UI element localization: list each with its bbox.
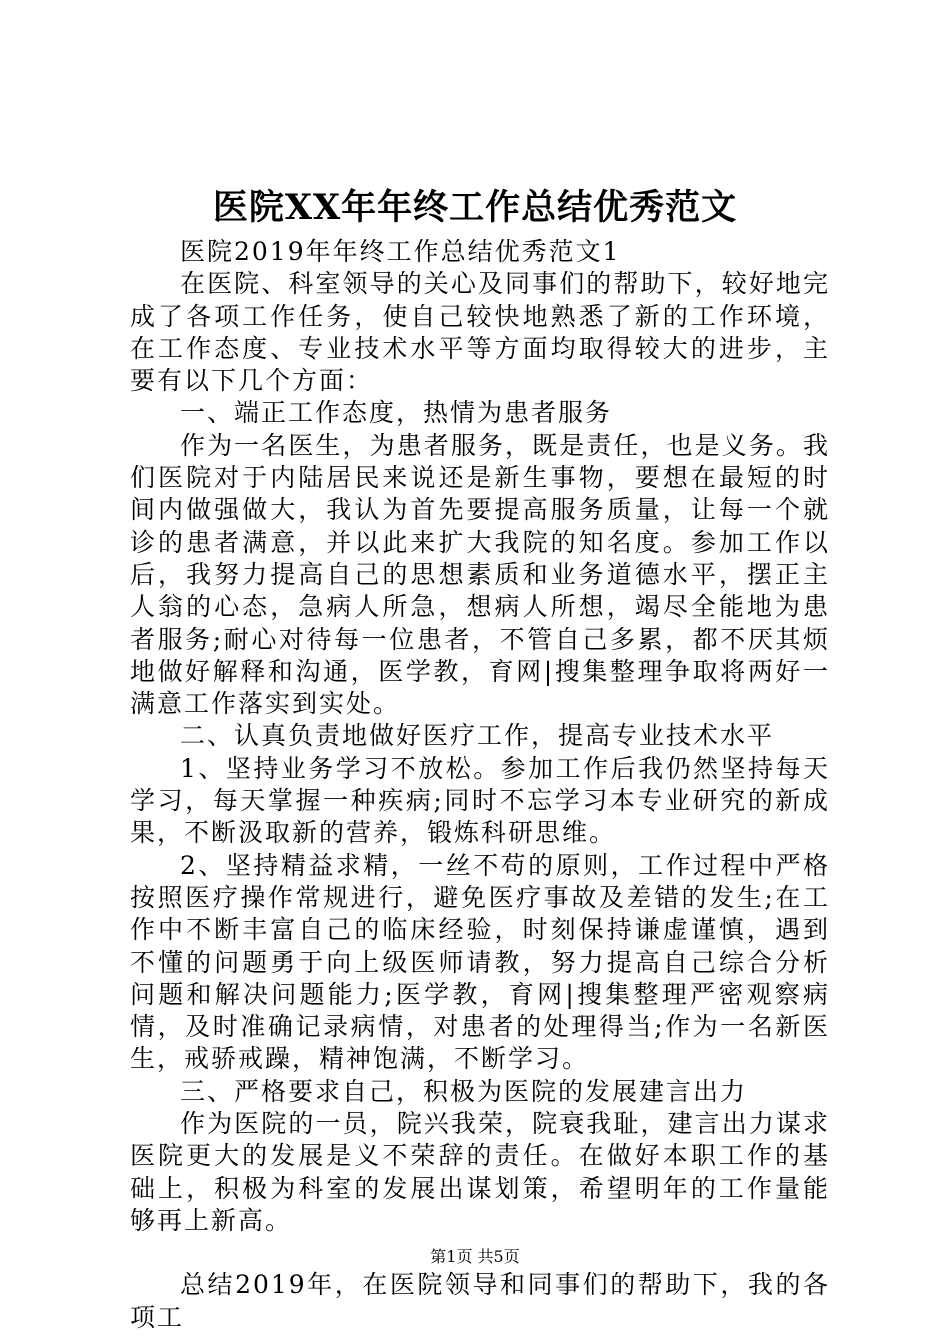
document-body <box>130 236 830 1334</box>
paragraph: 1、坚持业务学习不放松。参加工作后我仍然坚持每天学习，每天掌握一种疾病;同时不忘学习本专业研究的新成果，不断汲取新的营养，锻炼科研思维。 <box>130 753 830 848</box>
section-heading-2: 二、认真负责地做好医疗工作，提高专业技术水平 <box>180 721 775 751</box>
paragraph: 总结2019年，在医院领导和同事们的帮助下，我的各项工 <box>130 1270 830 1332</box>
section-heading-3: 三、严格要求自己，积极为医院的发展建言出力 <box>180 1076 748 1106</box>
paragraph-subtitle: 医院2019年年终工作总结优秀范文1 <box>180 237 621 266</box>
paragraph: 作为一名医生，为患者服务，既是责任，也是义务。我们医院对于内陆居民来说还是新生事物，要想在最短的时间内做强做大，我认为首先要提高服务质量，让每一个就诊的患者满意，并以此来扩大我院的知名度。参加工作以后，我努力提高自己的思想素质和业务道德水平，摆正主人翁的心态，急病人所急，想病人所想，竭尽全能地为患者服务;耐心对待每一位患者，不管自己多累，都不厌其烦地做好解释和沟通，医学教，育网|搜集整理争取将两好一满意工作落实到实处。 <box>130 430 830 719</box>
document-title: 医院XX年年终工作总结优秀范文 <box>212 187 738 228</box>
paragraph: 作为医院的一员，院兴我荣，院衰我耻，建言出力谋求医院更大的发展是义不荣辞的责任。在做好本职工作的基础上，积极为科室的发展出谋划策，希望明年的工作量能够再上新高。 <box>130 1109 830 1235</box>
paragraph: 在医院、科室领导的关心及同事们的帮助下，较好地完成了各项工作任务，使自己较快地熟悉了新的工作环境，在工作态度、专业技术水平等方面均取得较大的进步，主要有以下几个方面： <box>130 269 830 396</box>
page-footer: 第1页 共5页 <box>430 1247 520 1266</box>
section-heading-1: 一、端正工作态度，热情为患者服务 <box>180 398 613 428</box>
paragraph: 2、坚持精益求精，一丝不苟的原则，工作过程中严格按照医疗操作常规进行，避免医疗事故及差错的发生;在工作中不断丰富自己的临床经验，时刻保持谦虚谨慎，遇到不懂的问题勇于向上级医师请教，努力提高自己综合分析问题和解决问题能力;医学教，育网|搜集整理严密观察病情，及时准确记录病情，对患者的处理得当;作为一名新医生，戒骄戒躁，精神饱满，不断学习。 <box>130 850 830 1074</box>
